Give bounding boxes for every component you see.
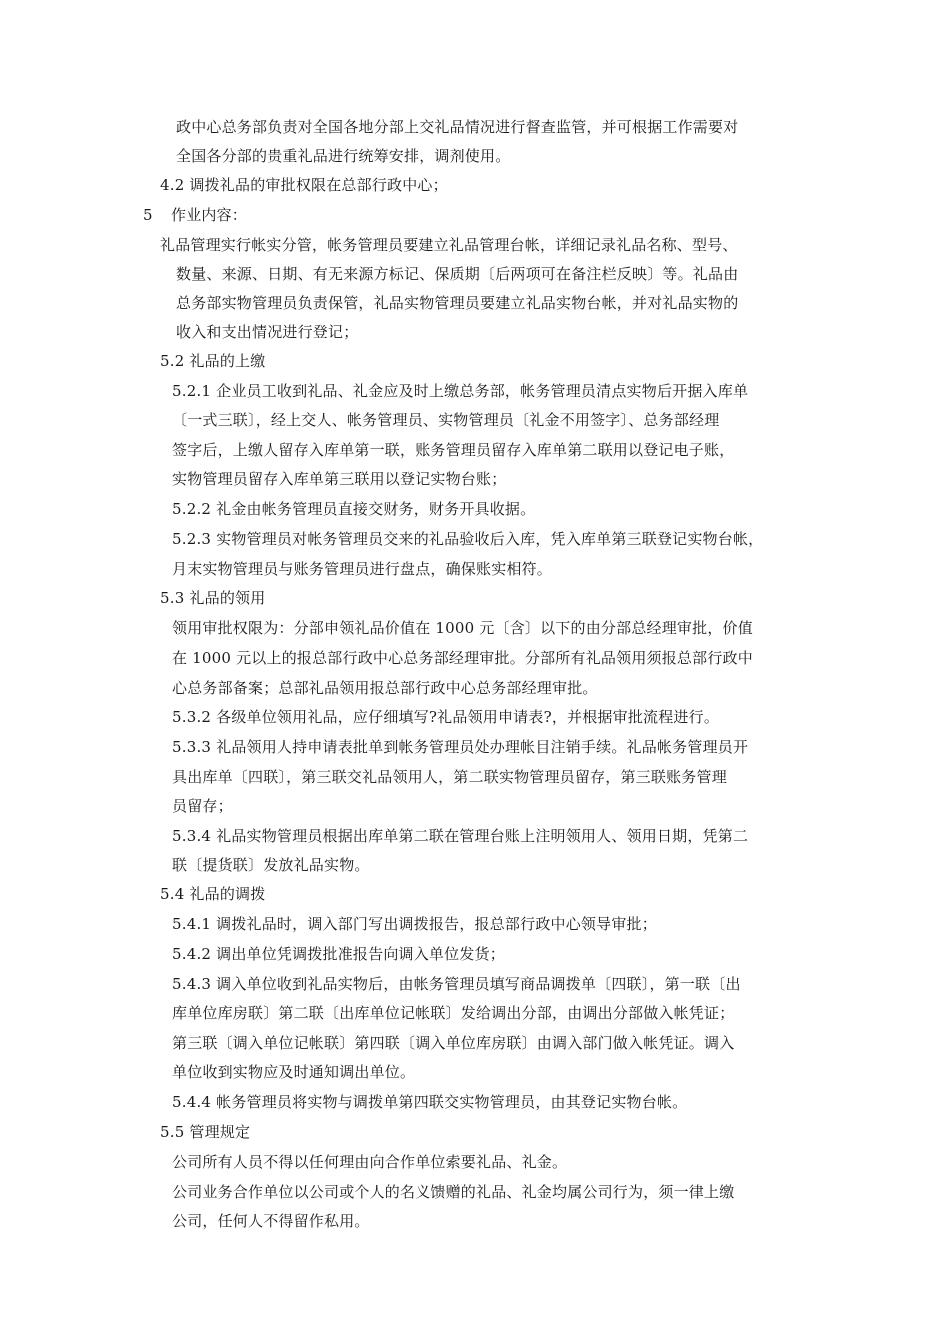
text-line: 〔一式三联〕，经上交人、帐务管理员、实物管理员〔礼金不用签字〕、总务部经理	[172, 411, 720, 429]
section-title: 作业内容：	[171, 206, 248, 224]
text-line: 收入和支出情况进行登记；	[176, 323, 359, 341]
text-line: 总务部实物管理员负责保管，礼品实物管理员要建立礼品实物台帐，并对礼品实物的	[176, 294, 739, 312]
clause-5-3-2: 5.3.2 各级单位领用礼品，应仔细填写?礼品领用申请表?，并根据审批流程进行。	[172, 708, 720, 726]
clause-5-3-4: 5.3.4 礼品实物管理员根据出库单第二联在管理台账上注明领用人、领用日期，凭第二	[172, 827, 749, 845]
section-5-heading	[143, 205, 247, 225]
text-line: 联〔提货联〕发放礼品实物。	[172, 856, 370, 874]
text-line: 全国各分部的贵重礼品进行统筹安排，调剂使用。	[176, 147, 511, 165]
clause-5-4-2: 5.4.2 调出单位凭调拨批准报告向调入单位发货；	[172, 945, 505, 963]
subheading-5-4: 5.4 礼品的调拨	[160, 885, 266, 903]
text-line: 库单位库房联〕第二联〔出库单位记帐联〕发给调出分部，由调出分部做入帐凭证；	[172, 1004, 735, 1022]
subheading-5-5: 5.5 管理规定	[160, 1123, 251, 1141]
subheading-5-2: 5.2 礼品的上缴	[160, 352, 266, 370]
text-line: 数量、来源、日期、有无来源方标记、保质期〔后两项可在备注栏反映〕等。礼品由	[176, 265, 739, 283]
clause-5-3-3: 5.3.3 礼品领用人持申请表批单到帐务管理员处办理帐目注销手续。礼品帐务管理员开	[172, 738, 749, 756]
clause-5-4-3: 5.4.3 调入单位收到礼品实物后，由帐务管理员填写商品调拨单〔四联〕，第一联〔出	[172, 975, 741, 993]
text-line: 单位收到实物应及时通知调出单位。	[172, 1063, 416, 1081]
text-line: 公司，任何人不得留作私用。	[172, 1212, 370, 1230]
text-line: 心总务部备案；总部礼品领用报总部行政中心总务部经理审批。	[172, 679, 598, 697]
text-line: 月末实物管理员与账务管理员进行盘点，确保账实相符。	[172, 560, 553, 578]
clause-5-4-4: 5.4.4 帐务管理员将实物与调拨单第四联交实物管理员，由其登记实物台帐。	[172, 1093, 688, 1111]
text-line: 实物管理员留存入库单第三联用以登记实物台账；	[172, 470, 507, 488]
subheading-5-3: 5.3 礼品的领用	[160, 589, 266, 607]
clause-5-2-3: 5.2.3 实物管理员对帐务管理员交来的礼品验收后入库，凭入库单第三联登记实物台帐，	[172, 530, 764, 548]
clause-5-2-1: 5.2.1 企业员工收到礼品、礼金应及时上缴总务部，帐务管理员清点实物后开据入库单	[172, 382, 749, 400]
clause-4-2: 4.2 调拨礼品的审批权限在总部行政中心；	[160, 176, 448, 194]
text-line: 具出库单〔四联〕，第三联交礼品领用人，第二联实物管理员留存，第三联账务管理	[172, 768, 727, 786]
text-line: 第三联〔调入单位记帐联〕第四联〔调入单位库房联〕由调入部门做入帐凭证。调入	[172, 1034, 735, 1052]
text-line: 领用审批权限为：分部申领礼品价值在 1000 元〔含〕以下的由分部总经理审批，价值	[172, 619, 753, 637]
text-line: 政中心总务部负责对全国各地分部上交礼品情况进行督查监管，并可根据工作需要对	[176, 118, 739, 136]
section-number: 5	[143, 206, 153, 224]
text-line: 公司所有人员不得以任何理由向合作单位索要礼品、礼金。	[172, 1153, 568, 1171]
text-line: 签字后，上缴人留存入库单第一联，账务管理员留存入库单第二联用以登记电子账，	[172, 441, 735, 459]
text-line: 礼品管理实行帐实分管，帐务管理员要建立礼品管理台帐，详细记录礼品名称、型号、	[160, 236, 738, 254]
text-line: 员留存；	[172, 797, 233, 815]
text-line: 在 1000 元以上的报总部行政中心总务部经理审批。分部所有礼品领用须报总部行政中	[172, 649, 753, 667]
clause-5-4-1: 5.4.1 调拨礼品时，调入部门写出调拨报告，报总部行政中心领导审批；	[172, 915, 657, 933]
clause-5-2-2: 5.2.2 礼金由帐务管理员直接交财务，财务开具收据。	[172, 500, 536, 518]
text-line: 公司业务合作单位以公司或个人的名义馈赠的礼品、礼金均属公司行为，须一律上缴	[172, 1183, 735, 1201]
